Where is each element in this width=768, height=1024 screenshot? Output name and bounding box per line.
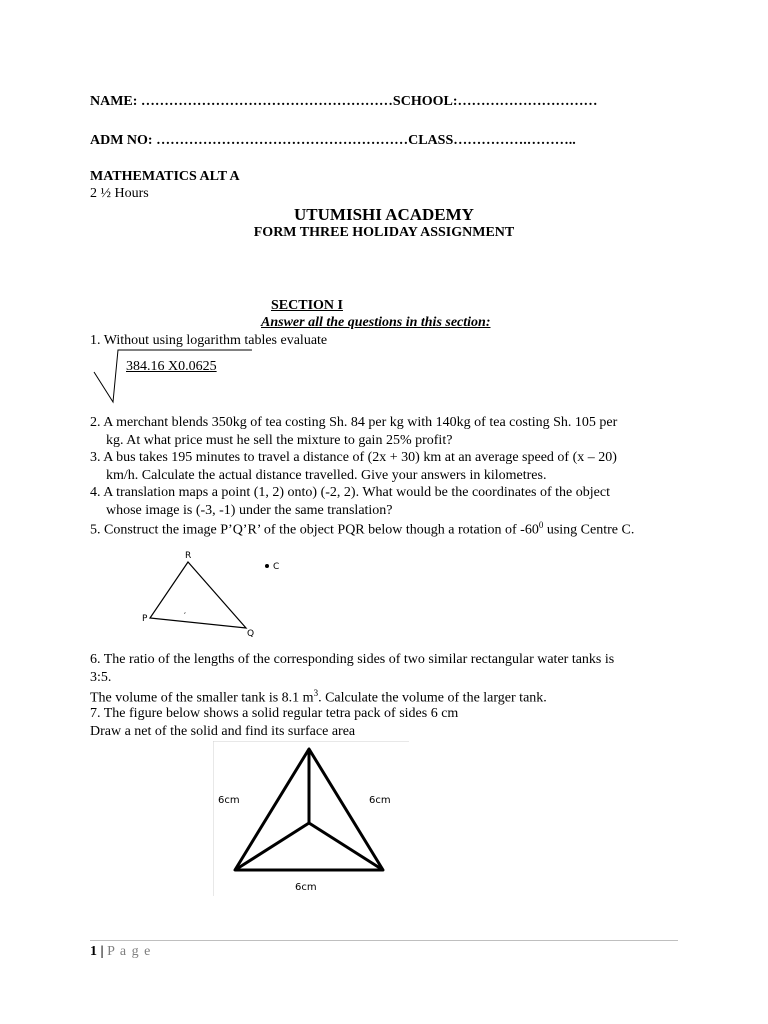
footer-separator: | xyxy=(97,944,108,959)
question-6-cube: 3 xyxy=(313,688,319,698)
section-title: SECTION I xyxy=(271,298,343,313)
inner-mark: ¸ xyxy=(183,606,187,614)
square-root-sign xyxy=(92,348,262,406)
question-6-text-end: . Calculate the volume of the larger tank. xyxy=(318,690,547,706)
duration: 2 ½ Hours xyxy=(90,186,149,201)
question-5-text-end: using Centre C. xyxy=(543,522,635,538)
footer-divider xyxy=(90,940,678,941)
label-p: P xyxy=(142,614,148,624)
question-4 xyxy=(90,484,690,520)
page-footer xyxy=(90,944,151,960)
question-6-text: The volume of the smaller tank is 8.1 m xyxy=(90,690,314,706)
question-2 xyxy=(90,414,690,450)
adm-class-line: ADM NO: ………………………………………………CLASS…………….……….. xyxy=(90,133,576,148)
section-instruction: Answer all the questions in this section: xyxy=(261,315,491,330)
assignment-title: FORM THREE HOLIDAY ASSIGNMENT xyxy=(253,225,515,240)
question-2-line-2: kg. At what price must he sell the mixture to gain 25% profit? xyxy=(106,433,453,448)
label-q: Q xyxy=(247,629,255,639)
question-7-line-2: Draw a net of the solid and find its surface area xyxy=(90,724,356,739)
question-1: 1. Without using logarithm tables evaluate xyxy=(90,333,328,348)
question-3-line-1: 3. A bus takes 195 minutes to travel a distance of (2x + 30) km at an average speed of (x – 20) xyxy=(90,450,617,465)
page-number: 1 xyxy=(90,944,97,959)
question-5-text: 5. Construct the image P’Q’R’ of the object PQR below though a rotation of -60 xyxy=(90,522,539,538)
tetra-pack-figure xyxy=(213,741,409,896)
question-5-degree: 0 xyxy=(538,520,544,530)
question-3 xyxy=(90,449,690,485)
question-6-line-1: 6. The ratio of the lengths of the corresponding sides of two similar rectangular water tanks is xyxy=(90,652,615,667)
question-3-line-2: km/h. Calculate the actual distance travelled. Give your answers in kilometres. xyxy=(106,468,547,483)
question-4-line-1: 4. A translation maps a point (1, 2) onto) (-2, 2). What would be the coordinates of the object xyxy=(90,485,610,500)
subject-title: MATHEMATICS ALT A xyxy=(90,169,240,184)
tetra-left-label: 6cm xyxy=(218,795,240,806)
question-1-expression: 384.16 X0.0625 xyxy=(126,359,217,374)
centre-c-point xyxy=(265,564,269,568)
question-4-line-2: whose image is (-3, -1) under the same translation? xyxy=(106,503,393,518)
triangle-pqr-figure xyxy=(140,546,300,642)
name-school-line: NAME: ………………………………………………SCHOOL:………………………… xyxy=(90,94,598,109)
question-7-line-1: 7. The figure below shows a solid regular tetra pack of sides 6 cm xyxy=(90,706,459,721)
page-word: P a g e xyxy=(107,944,152,959)
tetra-bottom-label: 6cm xyxy=(295,882,317,893)
tetra-right-label: 6cm xyxy=(369,795,391,806)
label-r: R xyxy=(185,551,192,561)
question-6-line-3 xyxy=(90,688,547,707)
label-c: C xyxy=(273,562,280,572)
question-5 xyxy=(90,520,634,539)
question-2-line-1: 2. A merchant blends 350kg of tea costing Sh. 84 per kg with 140kg of tea costing Sh. 105 per xyxy=(90,415,618,430)
question-6-line-2: 3:5. xyxy=(90,670,112,685)
school-name: UTUMISHI ACADEMY xyxy=(294,205,474,224)
